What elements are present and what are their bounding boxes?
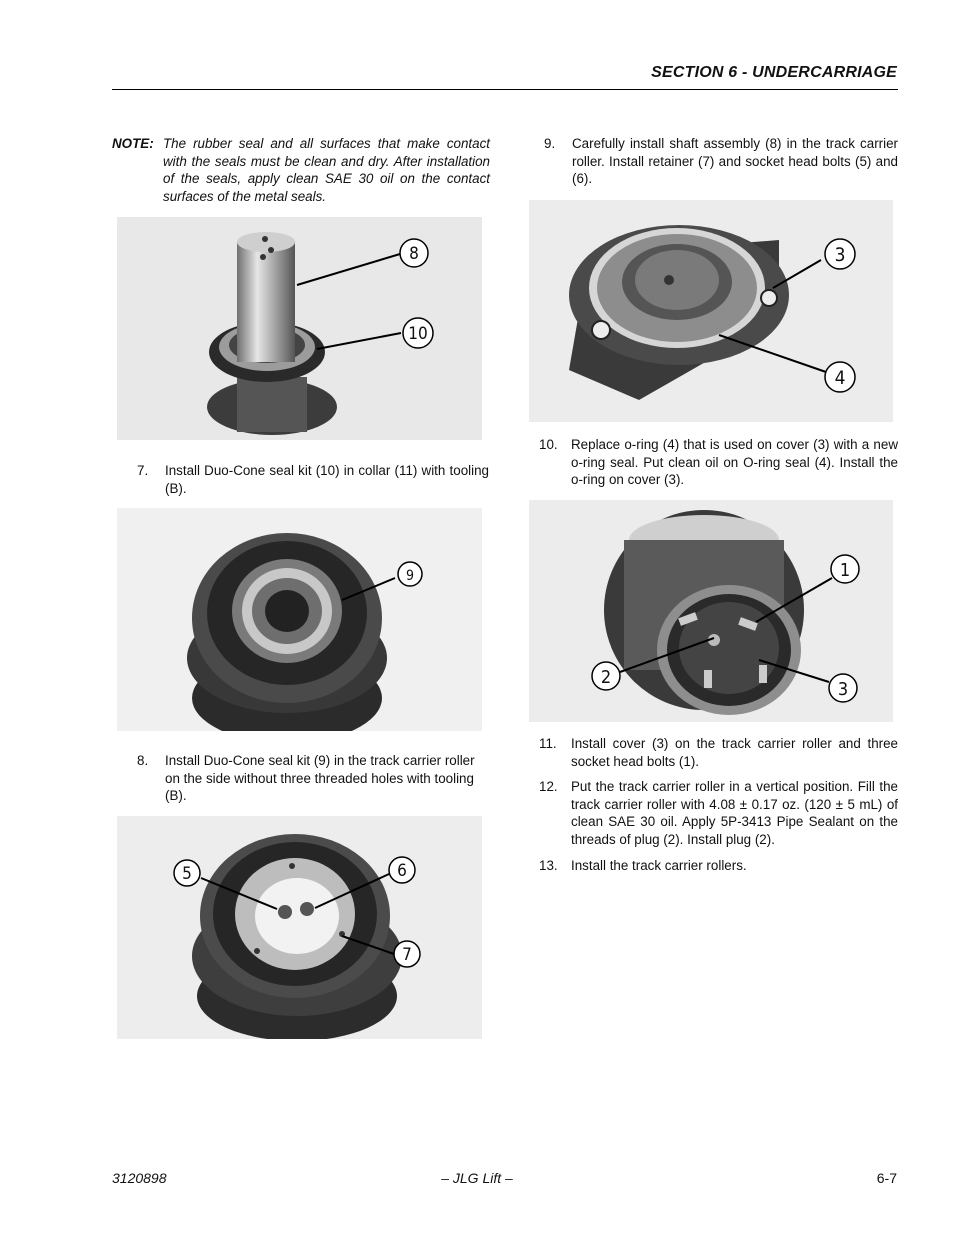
callout-3: 3 (834, 244, 846, 266)
photo-retainer-bolts (117, 816, 482, 1039)
callout-7: 7 (402, 945, 412, 965)
callout-6: 6 (397, 861, 407, 881)
footer-page-number: 6-7 (876, 1170, 897, 1186)
callout-4: 4 (834, 367, 846, 389)
step-10 (539, 436, 898, 489)
step-text: Put the track carrier roller in a vertical position. Fill the track carrier roller with 4.08 ± 0.17 oz. (120 ± 5 mL) of clean SAE 30 oil. Apply 5P-3413 Pipe Sealant on the threads of plug (2). Install plug (2). (571, 779, 898, 847)
step-number: 12. (539, 779, 558, 794)
callout-5: 5 (182, 864, 192, 884)
step-text: Carefully install shaft assembly (8) in the track carrier roller. Install retainer (7) and socket head bolts (5) and (6). (572, 136, 898, 187)
collar-seal-illustration (117, 508, 482, 731)
callout-2: 2 (600, 667, 612, 688)
callout-1: 1 (839, 560, 851, 581)
step-text: Install cover (3) on the track carrier roller and three socket head bolts (1). (571, 736, 898, 769)
step-text: Replace o-ring (4) that is used on cover (3) with a new o-ring seal. Put clean oil on O-ring seal (4). Install the o-ring on cover (3). (571, 437, 898, 488)
shaft-assembly-illustration (117, 217, 482, 440)
step-number: 7. (137, 463, 149, 478)
step-8 (137, 752, 489, 805)
note-block (112, 135, 490, 205)
step-7 (137, 462, 489, 497)
step-text: Install Duo-Cone seal kit (10) in collar (11) with tooling (B). (165, 463, 489, 496)
photo-shaft-assembly (117, 217, 482, 440)
step-text: Install Duo-Cone seal kit (9) in the track carrier roller on the side without three threaded holes with tooling (B). (165, 753, 475, 804)
step-9 (544, 135, 898, 188)
step-text: Install the track carrier rollers. (571, 858, 747, 873)
callout-8: 8 (409, 244, 419, 264)
photo-cover-oring (529, 200, 893, 422)
step-number: 11. (539, 736, 557, 751)
retainer-bolts-illustration (117, 816, 482, 1039)
note-label: NOTE: (112, 136, 154, 151)
step-12 (539, 778, 898, 848)
callout-3: 3 (837, 679, 849, 700)
photo-cover-installed (529, 500, 893, 722)
cover-oring-illustration (529, 200, 893, 422)
step-11 (539, 735, 898, 770)
footer-publisher: – JLG Lift – (441, 1170, 513, 1186)
cover-installed-illustration (529, 500, 893, 722)
footer-doc-number: 3120898 (112, 1170, 167, 1186)
note-text: The rubber seal and all surfaces that make contact with the seals must be clean and dry. After installation of the seals, apply clean SAE 30 oil on the contact surfaces of the metal seals. (163, 136, 490, 204)
header-divider (112, 89, 898, 90)
callout-10: 10 (408, 324, 428, 344)
section-title: SECTION 6 - UNDERCARRIAGE (651, 64, 897, 81)
step-number: 8. (137, 753, 149, 768)
step-number: 9. (544, 136, 556, 151)
step-number: 10. (539, 437, 558, 452)
step-number: 13. (539, 858, 558, 873)
step-13 (539, 857, 898, 875)
callout-9: 9 (405, 568, 415, 584)
photo-collar-seal (117, 508, 482, 731)
